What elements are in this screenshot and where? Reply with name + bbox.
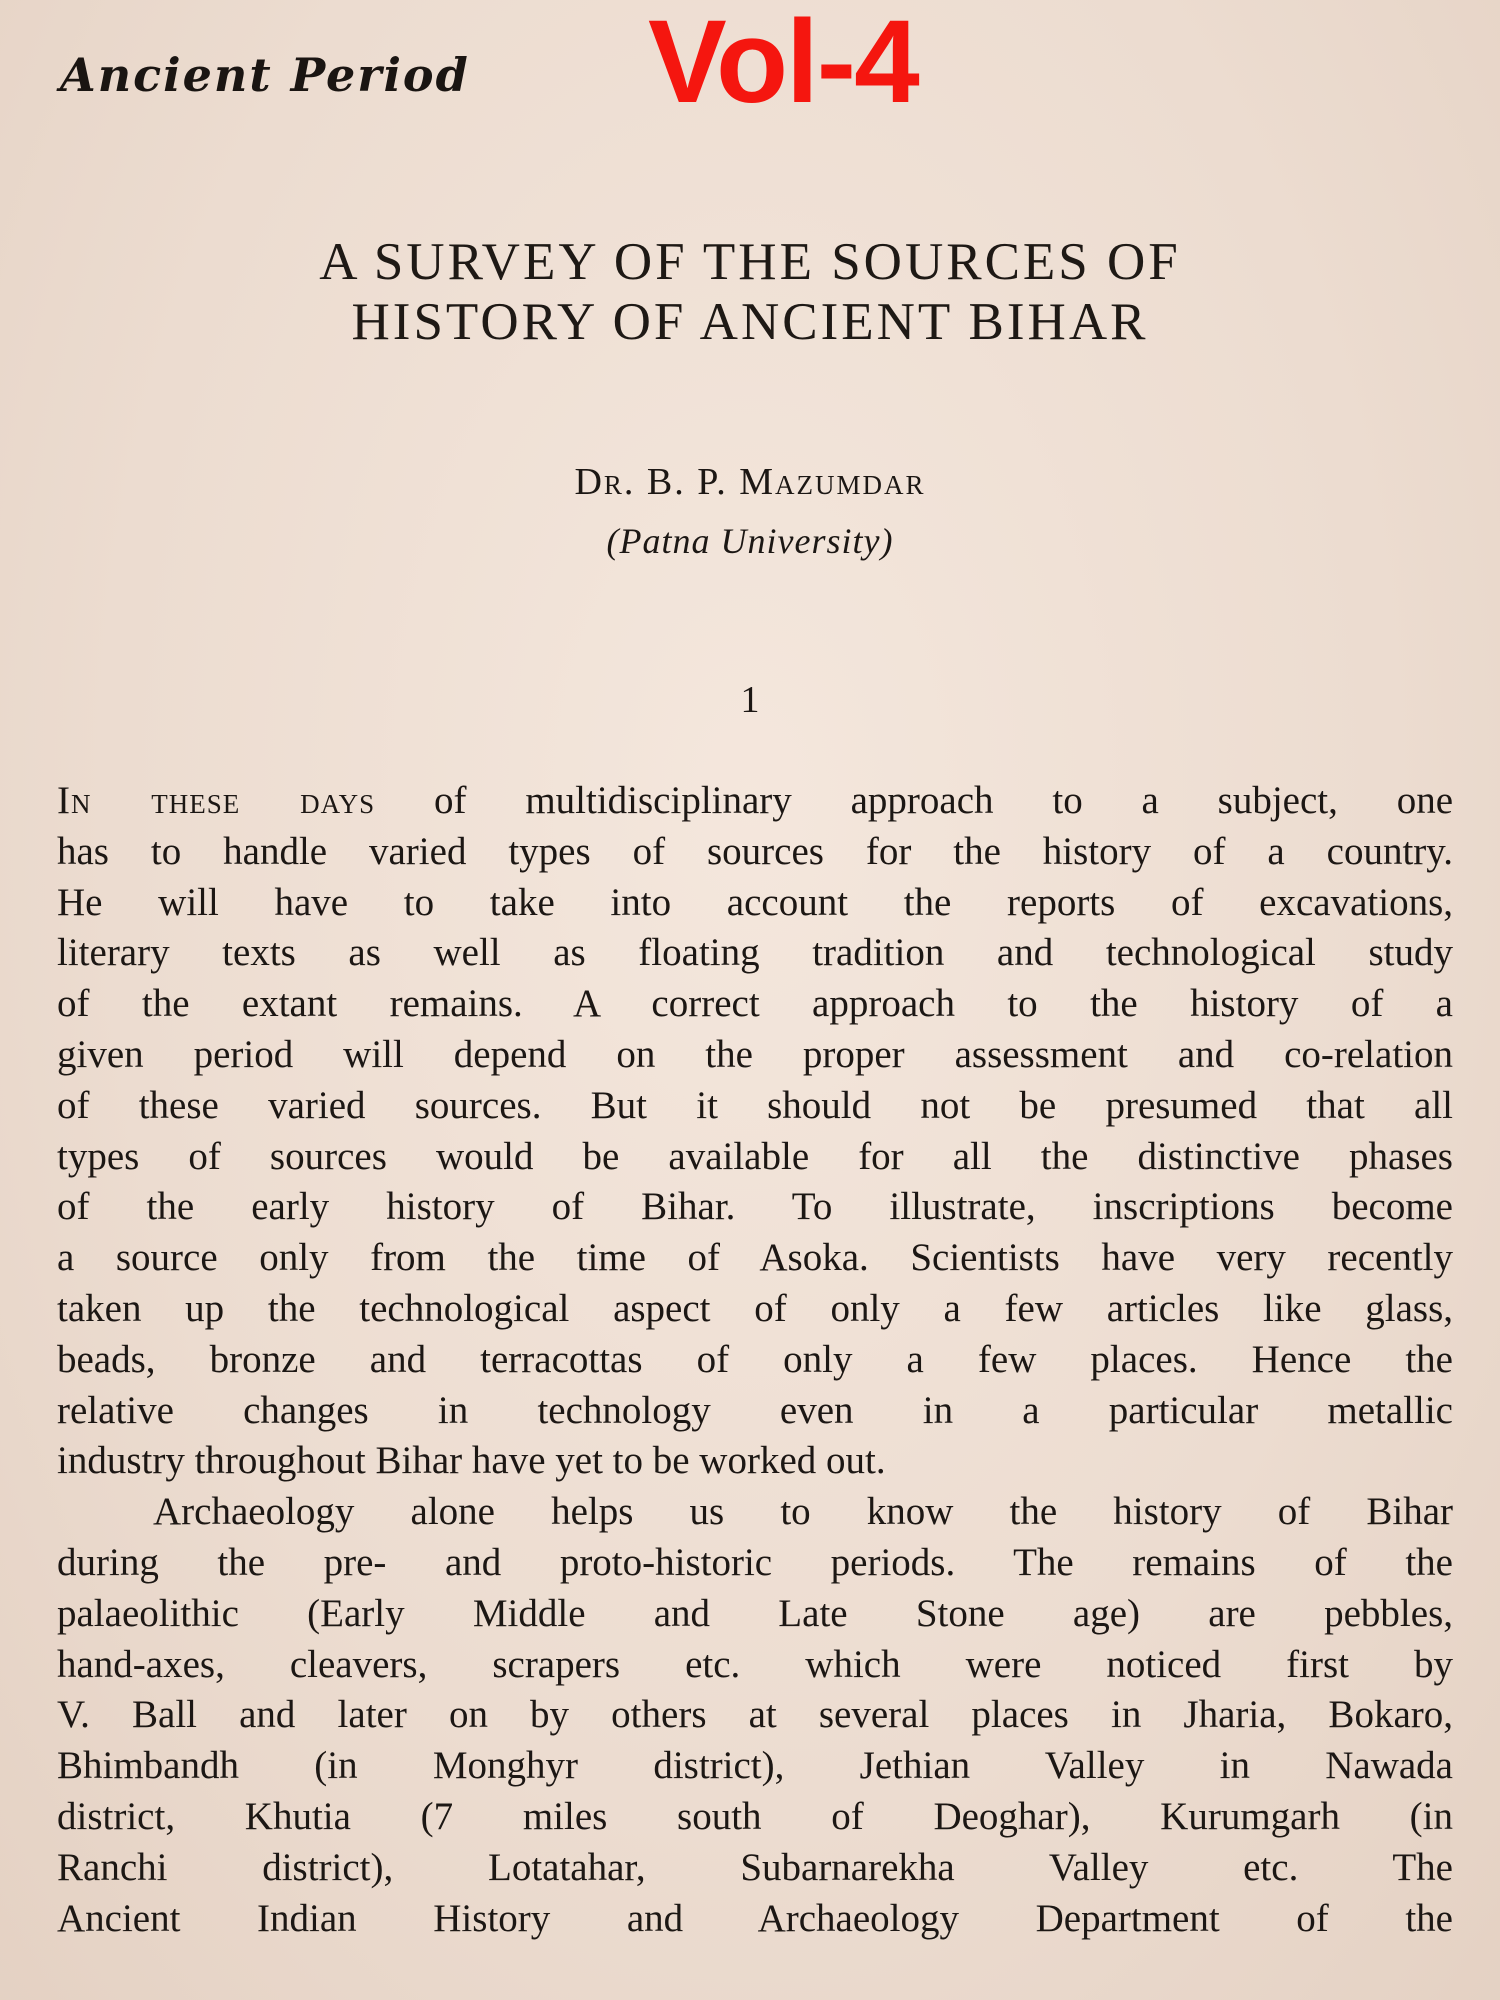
paragraph-2-line: V. Ball and later on by others at several places in Jharia, Bokaro, xyxy=(57,1693,1453,1737)
paragraph-1-line: a source only from the time of Asoka. Scientists have very recently xyxy=(57,1236,1453,1280)
first-line-rest: of multidisciplinary approach to a subject, one xyxy=(434,779,1454,822)
paragraph-2-line: district, Khutia (7 miles south of Deoghar), Kurumgarh (in xyxy=(57,1794,1453,1838)
paragraph-1-line: of these varied sources. But it should not be presumed that all xyxy=(57,1083,1453,1127)
paragraph-2-line: Archaeology alone helps us to know the history of Bihar xyxy=(153,1490,1453,1534)
author-affiliation: (Patna University) xyxy=(606,521,894,561)
paragraph-1-line: of the extant remains. A correct approach to the history of a xyxy=(57,982,1453,1026)
paragraph-2-line: hand-axes, cleavers, scrapers etc. which were noticed first by xyxy=(57,1642,1453,1686)
paragraph-1-line: has to handle varied types of sources for the history of a country. xyxy=(57,829,1453,873)
volume-tag: Vol-4 xyxy=(648,0,918,128)
title-line-1: A SURVEY OF THE SOURCES OF xyxy=(319,233,1181,291)
section-number: 1 xyxy=(740,679,760,721)
paragraph-1-line: given period will depend on the proper assessment and co-relation xyxy=(57,1032,1453,1076)
article-title xyxy=(0,232,1500,352)
paragraph-1-line: beads, bronze and terracottas of only a few places. Hence the xyxy=(57,1337,1453,1381)
article-body xyxy=(57,776,1453,1944)
paragraph-2-line: palaeolithic (Early Middle and Late Stone age) are pebbles, xyxy=(57,1591,1453,1635)
paragraph-1-line: of the early history of Bihar. To illustrate, inscriptions become xyxy=(57,1185,1453,1229)
paragraph-2-line: Ancient Indian History and Archaeology Department of the xyxy=(57,1896,1453,1940)
paragraph-2-line: Bhimbandh (in Monghyr district), Jethian Valley in Nawada xyxy=(57,1744,1453,1788)
paragraph-1-line: taken up the technological aspect of only a few articles like glass, xyxy=(57,1286,1453,1330)
lead-in-smallcaps: In these days xyxy=(57,779,376,822)
paragraph-2-line: Ranchi district), Lotatahar, Subarnarekha Valley etc. The xyxy=(57,1845,1453,1889)
paragraph-1-line: types of sources would be available for all the distinctive phases xyxy=(57,1134,1453,1178)
paragraph-2-line: during the pre- and proto-historic periods. The remains of the xyxy=(57,1540,1453,1584)
running-head: Ancient Period xyxy=(60,48,470,102)
paragraph-1-line: relative changes in technology even in a particular metallic xyxy=(57,1388,1453,1432)
paragraph-1-line: He will have to take into account the reports of excavations, xyxy=(57,880,1453,924)
paragraph-1-line: industry throughout Bihar have yet to be worked out. xyxy=(57,1439,886,1483)
paragraph-1-line: literary texts as well as floating tradition and technological study xyxy=(57,931,1453,975)
author-name: Dr. B. P. Mazumdar xyxy=(574,461,926,503)
paragraph-1-line xyxy=(57,776,1453,827)
title-line-2: HISTORY OF ANCIENT BIHAR xyxy=(351,293,1149,351)
